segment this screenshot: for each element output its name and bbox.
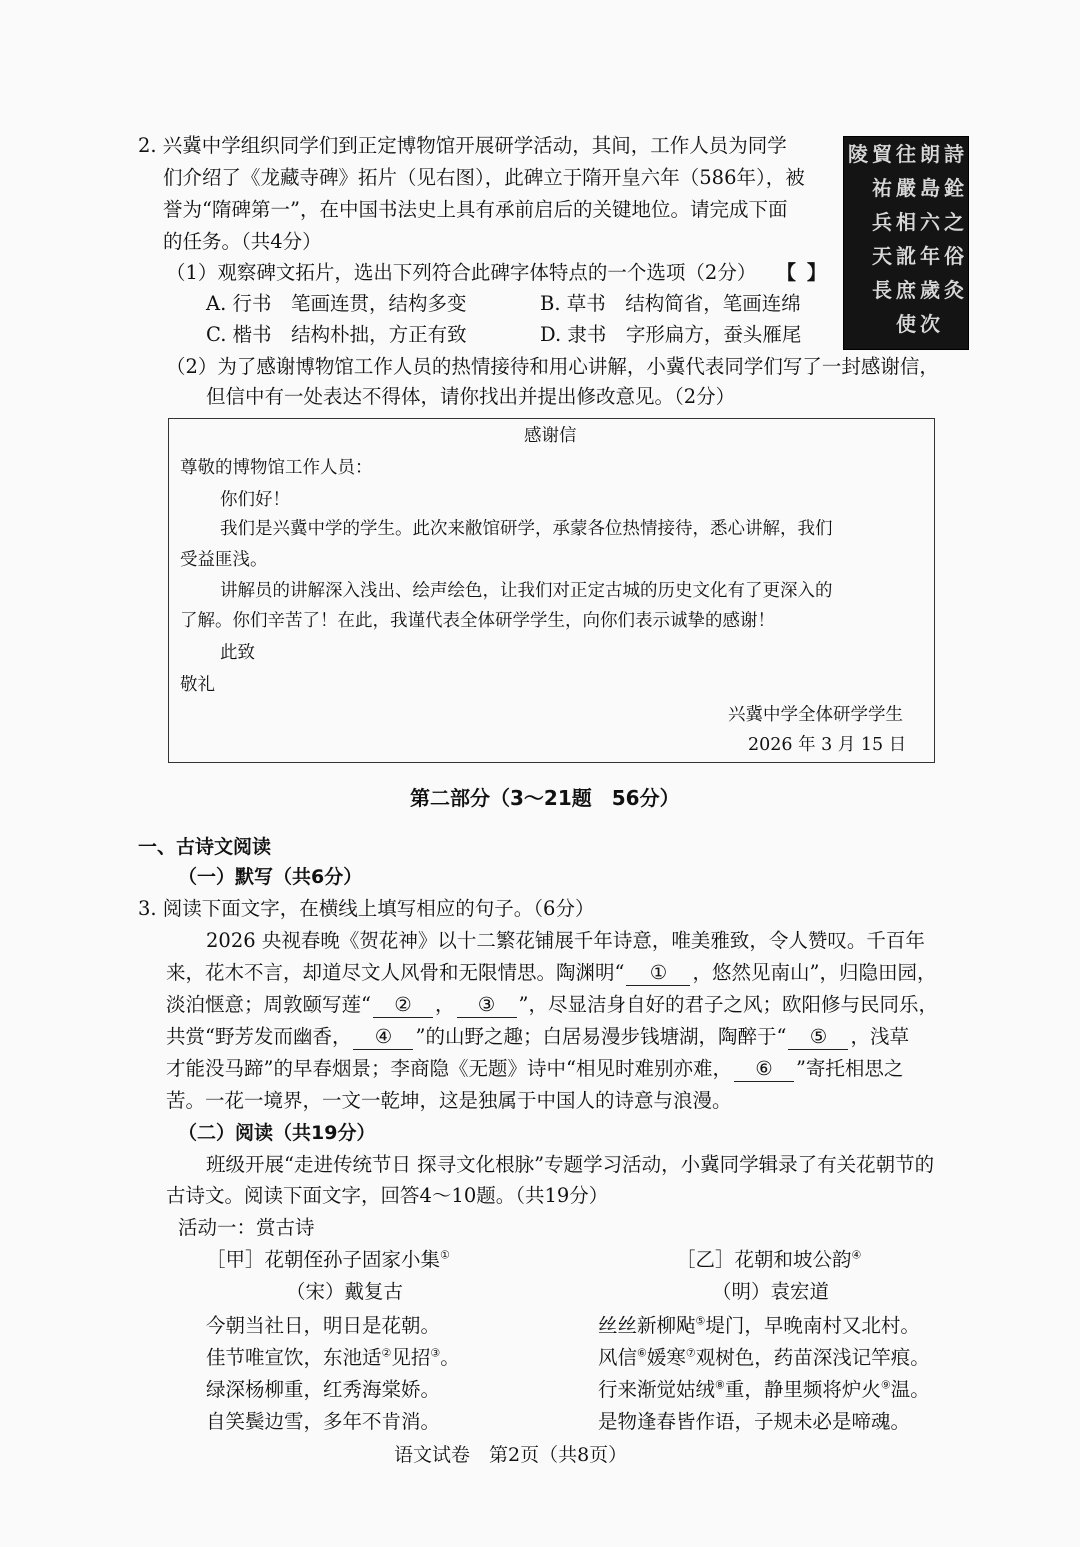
q3-line5-pre: 才能没马蹄”的早春烟景；李商隐《无题》诗中“相见时难别亦难， xyxy=(166,1057,732,1080)
poem-a-note-2: ② xyxy=(381,1346,392,1360)
poem-b-l2a: 风信 xyxy=(598,1346,638,1369)
letter-para2-line2: 了解。你们辛苦了！在此，我谨代表全体研学学生，向你们表示诚挚的感谢！ xyxy=(180,611,775,631)
poem-b-l3c: 温。 xyxy=(890,1378,930,1401)
answer-bracket: 【 】 xyxy=(776,261,829,284)
rubbing-glyph: 島 xyxy=(920,176,940,200)
rubbing-glyph: 詩 xyxy=(944,142,964,166)
letter-closing-1: 此致 xyxy=(220,643,255,663)
rubbing-glyph: 長 xyxy=(872,278,892,302)
rubbing-glyph: 祐 xyxy=(872,176,892,200)
letter-para2-line1: 讲解员的讲解深入浅出、绘声绘色，让我们对正定古城的历史文化有了更深入的 xyxy=(220,581,833,601)
poem-a-line-4: 自笑鬓边雪，多年不肯消。 xyxy=(206,1410,441,1433)
poem-a-title-text: ［甲］花朝侄孙子固家小集 xyxy=(206,1248,441,1271)
q2-sub2-line-1: （2）为了感谢博物馆工作人员的热情接待和用心讲解，小冀代表同学们写了一封感谢信， xyxy=(166,355,939,378)
option-a: A. 行书 笔画连贯，结构多变 xyxy=(206,292,467,315)
poem-a-line-1: 今朝当社日，明日是花朝。 xyxy=(206,1314,441,1337)
reading-intro-line-2: 古诗文。阅读下面文字，回答4～10题。（共19分） xyxy=(166,1184,609,1207)
rubbing-glyph: 訛 xyxy=(896,244,916,268)
q2-line-4: 的任务。（共4分） xyxy=(163,230,322,253)
q3-text-line-2 xyxy=(166,958,936,988)
q2-line-1: 2. 兴冀中学组织同学们到正定博物馆开展研学活动，其间，工作人员为同学 xyxy=(138,134,787,157)
poem-a-line-2 xyxy=(206,1343,460,1373)
letter-date: 2026 年 3 月 15 日 xyxy=(748,735,907,755)
rubbing-glyph: 使 xyxy=(896,312,916,336)
blank-3[interactable]: ③ xyxy=(457,993,517,1018)
rubbing-glyph: 六 xyxy=(920,210,940,234)
poem-a-author: （宋）戴复古 xyxy=(286,1280,404,1303)
rubbing-column-5 xyxy=(848,137,868,349)
subsection-1-heading: （一）默写（共6分） xyxy=(178,866,363,888)
letter-closing-2: 敬礼 xyxy=(180,675,215,695)
q3-text-line-4 xyxy=(166,1022,909,1052)
poem-b-note-8: ⑧ xyxy=(715,1378,725,1392)
poem-a-note-3: ③ xyxy=(430,1346,441,1360)
part2-heading: 第二部分（3～21题 56分） xyxy=(410,786,680,810)
rubbing-glyph: 庶 xyxy=(896,278,916,302)
section-1-heading: 一、古诗文阅读 xyxy=(138,836,272,858)
rubbing-glyph: 陵 xyxy=(848,142,868,166)
poem-b-line-4: 是物逢春皆作语，子规未必是啼魂。 xyxy=(598,1410,911,1433)
q3-text-line-3 xyxy=(166,990,938,1020)
letter-salutation: 尊敬的博物馆工作人员： xyxy=(180,458,373,478)
q3-line3-post: ”，尽显洁身自好的君子之风；欧阳修与民同乐， xyxy=(518,993,938,1016)
rubbing-glyph: 天 xyxy=(872,244,892,268)
blank-2[interactable]: ② xyxy=(373,993,433,1018)
q2-sub1-text: （1）观察碑文拓片，选出下列符合此碑字体特点的一个选项（2分） xyxy=(166,261,757,284)
blank-4[interactable]: ④ xyxy=(353,1025,413,1050)
poem-a-title xyxy=(206,1245,450,1275)
option-d: D. 隶书 字形扁方，蚕头雁尾 xyxy=(540,323,802,346)
poem-b-title-note: ④ xyxy=(851,1248,862,1262)
rubbing-glyph: 次 xyxy=(920,312,940,336)
poem-b-note-9: ⑨ xyxy=(880,1378,891,1392)
poem-b-l2c: 观树色，药苗深浅记竿痕。 xyxy=(695,1346,930,1369)
q3-line3-mid: ， xyxy=(434,993,455,1016)
poem-a-line2-a: 佳节唯宣饮，东池适 xyxy=(206,1346,382,1369)
rubbing-column-2 xyxy=(920,137,940,349)
subsection-2-heading: （二）阅读（共19分） xyxy=(178,1122,376,1144)
page-footer: 语文试卷 第2页（共8页） xyxy=(394,1444,628,1466)
option-b: B. 草书 结构简省，笔画连绵 xyxy=(540,292,801,315)
q3-text-line-6: 苦。一花一境界，一文一乾坤，这是独属于中国人的诗意与浪漫。 xyxy=(166,1089,732,1112)
rubbing-glyph: 俗 xyxy=(944,244,964,268)
stele-rubbing-image xyxy=(843,136,969,350)
poem-b-l3a: 行来渐觉姑绒 xyxy=(598,1378,716,1401)
q3-line2-pre: 来，花木不言，却道尽文人风骨和无限情思。陶渊明“ xyxy=(166,961,625,984)
rubbing-glyph: 嚴 xyxy=(896,176,916,200)
letter-para1-line1: 我们是兴冀中学的学生。此次来敝馆研学，承蒙各位热情接待，悉心讲解，我们 xyxy=(220,519,833,539)
rubbing-glyph: 銓 xyxy=(944,176,964,200)
rubbing-glyph: 年 xyxy=(920,244,940,268)
poem-b-title-text: ［乙］花朝和坡公韵 xyxy=(676,1248,852,1271)
poem-a-title-note: ① xyxy=(440,1248,450,1262)
poem-b-note-7: ⑦ xyxy=(685,1346,696,1360)
q2-line-2: 们介绍了《龙藏寺碑》拓片（见右图），此碑立于隋开皇六年（586年），被 xyxy=(163,166,805,189)
poem-b-line-3 xyxy=(598,1375,930,1405)
poem-b-l2b: 媛寒 xyxy=(646,1346,686,1369)
q2-line-3: 誉为“隋碑第一”，在中国书法史上具有承前启后的关键地位。请完成下面 xyxy=(163,198,788,221)
rubbing-glyph: 之 xyxy=(944,210,964,234)
activity-1-label: 活动一：赏古诗 xyxy=(178,1216,315,1239)
rubbing-glyph: 歲 xyxy=(920,278,940,302)
rubbing-glyph: 相 xyxy=(896,210,916,234)
letter-para1-line2: 受益匪浅。 xyxy=(180,550,268,570)
rubbing-glyph: 兵 xyxy=(872,210,892,234)
letter-signature: 兴冀中学全体研学学生 xyxy=(728,705,903,725)
poem-b-line-2 xyxy=(598,1343,930,1373)
poem-b-author: （明）袁宏道 xyxy=(712,1280,830,1303)
poem-a-line2-c: 。 xyxy=(440,1346,460,1369)
q3-line3-pre: 淡泊惬意；周敦颐写莲“ xyxy=(166,993,371,1016)
rubbing-column-4 xyxy=(872,137,892,349)
q3-stem: 3. 阅读下面文字，在横线上填写相应的句子。（6分） xyxy=(138,897,595,920)
q3-line4-post: ”的山野之趣；白居易漫步钱塘湖，陶醉于“ xyxy=(415,1025,787,1048)
q3-line4-post2: ，浅草 xyxy=(850,1025,909,1048)
blank-5[interactable]: ⑤ xyxy=(788,1025,848,1050)
q3-text-line-5 xyxy=(166,1054,903,1084)
poem-b-l1a: 丝丝新柳飐 xyxy=(598,1314,696,1337)
blank-1[interactable]: ① xyxy=(626,961,690,986)
q2-sub1 xyxy=(166,258,828,288)
blank-6[interactable]: ⑥ xyxy=(734,1057,794,1082)
poem-a-line-3: 绿深杨柳重，红秀海棠娇。 xyxy=(206,1378,441,1401)
poem-b-line-1 xyxy=(598,1311,920,1341)
rubbing-glyph: 往 xyxy=(896,142,916,166)
poem-b-note-6: ⑥ xyxy=(637,1346,647,1360)
letter-title: 感谢信 xyxy=(524,426,577,446)
poem-b-title xyxy=(676,1245,861,1275)
reading-intro-line-1: 班级开展“走进传统节日 探寻文化根脉”专题学习活动，小冀同学辑录了有关花朝节的 xyxy=(206,1153,935,1176)
rubbing-column-1 xyxy=(944,137,964,349)
poem-b-note-5: ⑤ xyxy=(695,1314,706,1328)
q2-sub2-line-2: 但信中有一处表达不得体，请你找出并提出修改意见。（2分） xyxy=(206,385,736,408)
q3-line5-post: ”寄托相思之 xyxy=(795,1057,904,1080)
option-c: C. 楷书 结构朴拙，方正有致 xyxy=(206,323,467,346)
poem-b-l3b: 重，静里频将炉火 xyxy=(724,1378,881,1401)
poem-a-line2-b: 见招 xyxy=(391,1346,431,1369)
q3-text-line-1: 2026 央视春晚《贺花神》以十二繁花铺展千年诗意，唯美雅致，令人赞叹。千百年 xyxy=(206,929,925,952)
rubbing-glyph: 貿 xyxy=(872,142,892,166)
rubbing-column-3 xyxy=(896,137,916,349)
letter-greeting: 你们好！ xyxy=(220,490,290,510)
rubbing-glyph: 朗 xyxy=(920,142,940,166)
q3-line2-post: ，悠然见南山”，归隐田园， xyxy=(692,961,937,984)
poem-b-l1b: 堤门，早晚南村又北村。 xyxy=(705,1314,920,1337)
q3-line4-pre: 共赏“野芳发而幽香， xyxy=(166,1025,352,1048)
rubbing-glyph: 灸 xyxy=(944,278,964,302)
